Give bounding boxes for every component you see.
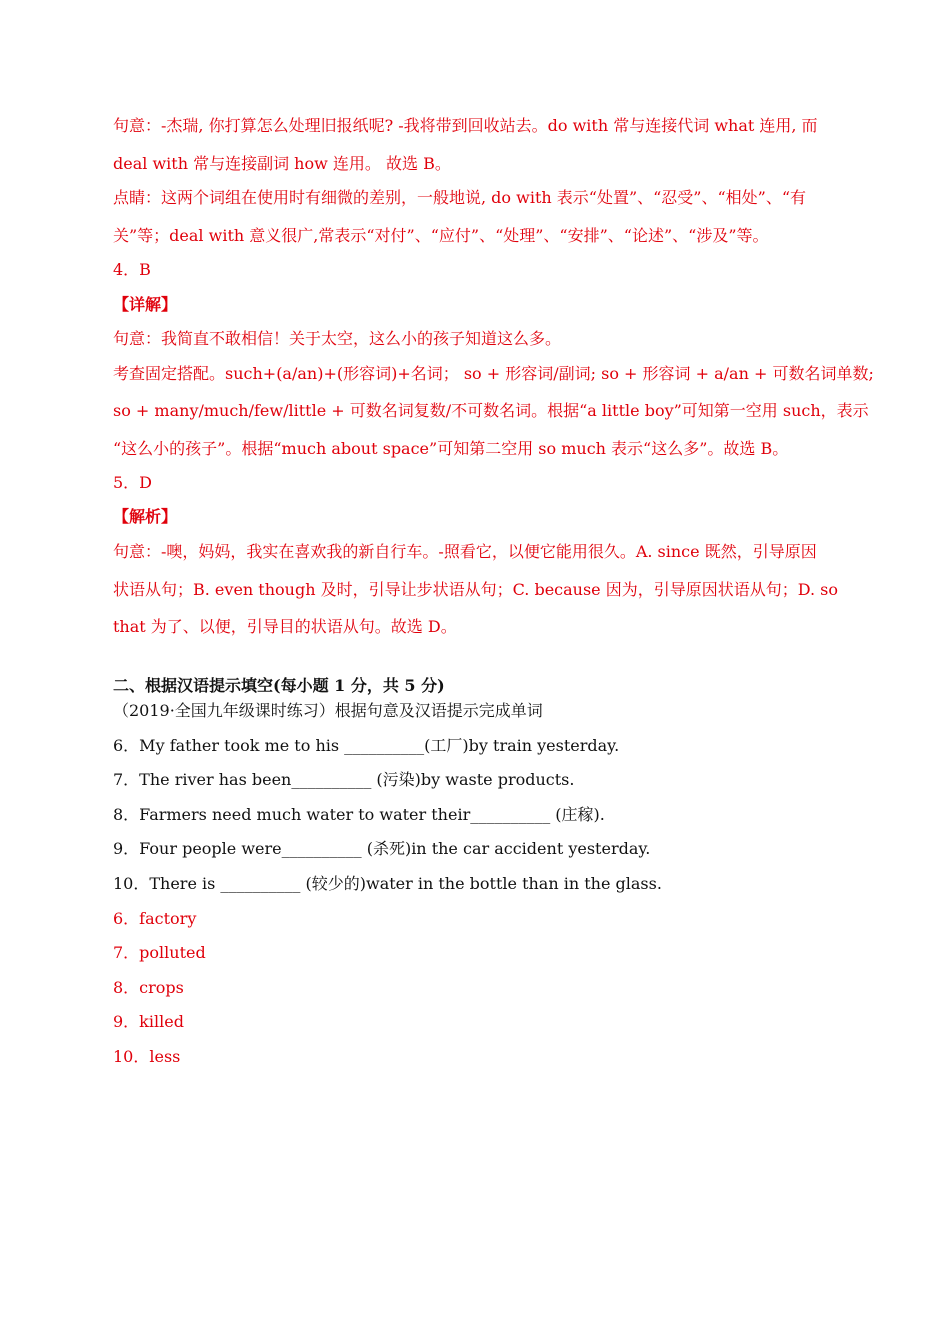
part2-subtitle: （2019·全国九年级课时练习）根据句意及汉语提示完成单词 [113, 701, 543, 720]
q4-heading: 【详解】 [113, 295, 178, 314]
q3-tip-line1: 点睛：这两个词组在使用时有细微的差别，一般地说, do with 表示“处置”、“忍受”、“相处”、“有 [113, 188, 807, 207]
q3-meaning-line2: deal with 常与连接副词 how 连用。 故选 B。 [113, 154, 451, 173]
question-10: 10．There is __________ (较少的)water in the bottle than in the glass. [113, 874, 662, 893]
q5-heading: 【解析】 [113, 507, 178, 526]
q5-line1: 句意：-噢，妈妈，我实在喜欢我的新自行车。-照看它，以便它能用很久。A. since 既然，引导原因 [113, 542, 817, 561]
q3-meaning-line1: 句意：-杰瑞, 你打算怎么处理旧报纸呢? -我将带到回收站去。do with 常与连接代词 what 连用, 而 [113, 116, 818, 135]
question-8: 8．Farmers need much water to water their__________ (庄稼). [113, 805, 605, 824]
answer-6: 6．factory [113, 909, 197, 928]
answer-8: 8．crops [113, 978, 184, 997]
question-9: 9．Four people were__________ (杀死)in the car accident yesterday. [113, 839, 651, 858]
answer-7: 7．polluted [113, 943, 206, 962]
q5-line2: 状语从句；B. even though 及时，引导让步状语从句；C. because 因为，引导原因状语从句；D. so [113, 580, 839, 599]
answer-9: 9．killed [113, 1012, 184, 1031]
part2-title: 二、根据汉语提示填空(每小题 1 分，共 5 分) [113, 676, 445, 695]
answer-10: 10．less [113, 1047, 181, 1066]
q4-meaning: 句意：我简直不敢相信！关于太空，这么小的孩子知道这么多。 [113, 329, 562, 348]
q4-answer: 4．B [113, 260, 151, 279]
q4-explain-line3: “这么小的孩子”。根据“much about space”可知第二空用 so much 表示“这么多”。故选 B。 [113, 439, 789, 458]
question-7: 7．The river has been__________ (污染)by waste products. [113, 770, 575, 789]
q3-tip-line2: 关”等；deal with 意义很广,常表示“对付”、“应付”、“处理”、“安排”、“论述”、“涉及”等。 [113, 226, 769, 245]
q5-line3: that 为了、以便，引导目的状语从句。故选 D。 [113, 617, 457, 636]
q4-explain-line2: so + many/much/few/little + 可数名词复数/不可数名词。根据“a little boy”可知第一空用 such，表示 [113, 401, 869, 420]
q4-explain-line1: 考查固定搭配。such+(a/an)+(形容词)+名词； so + 形容词/副词; so + 形容词 + a/an + 可数名词单数; [113, 364, 874, 383]
q5-answer: 5．D [113, 473, 153, 492]
question-6: 6．My father took me to his __________(工厂)by train yesterday. [113, 736, 620, 755]
